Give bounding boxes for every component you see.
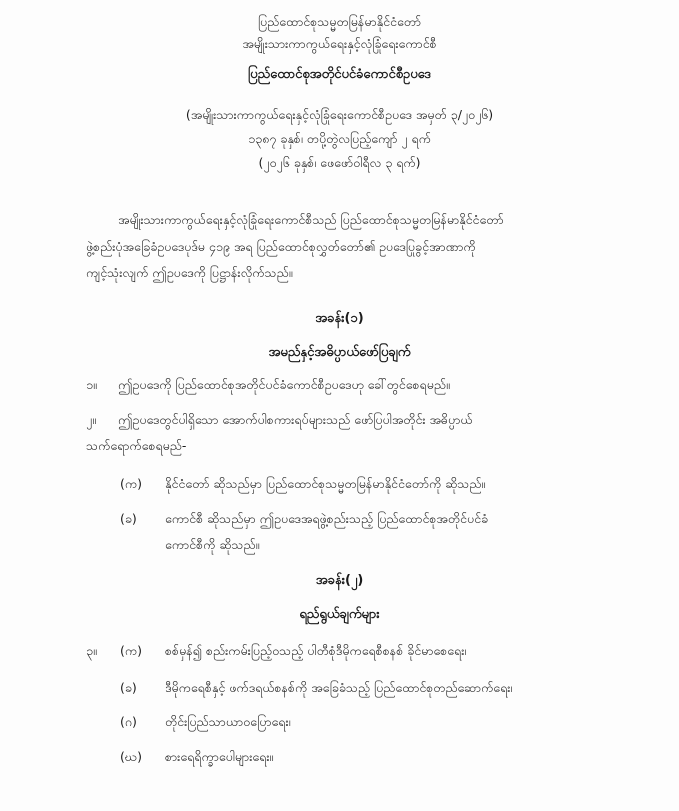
- objective-b-label: (ခ): [120, 680, 137, 695]
- chapter-1-title: အမည်နှင့်အဓိပ္ပာယ်ဖော်ပြချက်: [268, 345, 411, 360]
- preamble-line-3: ကျင့်သုံးလျက် ဤဥပဒေကို ပြဋ္ဌာန်းလိုက်သည်။: [86, 265, 293, 280]
- section-2a-label: (က): [120, 476, 142, 491]
- chapter-2-heading: အခန်း(၂): [315, 573, 364, 588]
- objective-d-label: (ဃ): [120, 749, 142, 764]
- section-2a-text: နိုင်ငံတော် ဆိုသည်မှာ ပြည်ထောင်စုသမ္မတမြန်မာနိုင်ငံတော်ကို ဆိုသည်။: [165, 476, 486, 491]
- date-myanmar: ၁၃၈၇ ခုနှစ်၊ တပို့တွဲလပြည့်ကျော် ၂ ရက်: [248, 131, 431, 146]
- objective-c-label: (ဂ): [120, 714, 137, 729]
- objective-a-label: (က): [120, 643, 142, 658]
- objective-c-text: တိုင်းပြည်သာယာဝပြောရေး၊: [165, 714, 291, 729]
- chapter-1-heading: အခန်း(၁): [315, 311, 364, 326]
- header-council-name: အမျိုးသားကာကွယ်ရေးနှင့်လုံခြုံရေးကောင်စီ: [242, 36, 437, 51]
- section-1-number: ၁။: [86, 377, 97, 392]
- law-title: ပြည်ထောင်စုအတိုင်ပင်ခံကောင်စီဥပဒေ: [247, 67, 431, 82]
- preamble-line-2: ဖွဲ့စည်းပုံအခြေခံဥပဒေပုဒ်မ ၄၁၉ အရ ပြည်ထောင်စုလွှတ်တော်၏ ဥပဒေပြုခွင့်အာဏာကို: [86, 239, 476, 254]
- date-gregorian: (၂၀၂၆ ခုနှစ်၊ ဖေဖော်ဝါရီလ ၃ ရက်): [258, 155, 421, 170]
- section-2b-line-2: ကောင်စီကို ဆိုသည်။: [165, 537, 260, 552]
- preamble-line-1: အမျိုးသားကာကွယ်ရေးနှင့်လုံခြုံရေးကောင်စီသည် ပြည်ထောင်စုသမ္မတမြန်မာနိုင်ငံတော်: [118, 212, 504, 227]
- section-2-number: ၂။: [86, 412, 96, 427]
- law-number: (အမျိုးသားကာကွယ်ရေးနှင့်လုံခြုံရေးကောင်စီဥပဒေ အမှတ် ၃/၂၀၂၆): [185, 107, 494, 122]
- section-2-line-1: ဤဥပဒေတွင်ပါရှိသော အောက်ပါစကားရပ်များသည် ဖော်ပြပါအတိုင်း အဓိပ္ပာယ်: [118, 412, 473, 427]
- chapter-2-title: ရည်ရွယ်ချက်များ: [299, 607, 380, 622]
- section-2b-line-1: ကောင်စီ ဆိုသည်မှာ ဤဥပဒေအရဖွဲ့စည်းသည့် ပြည်ထောင်စုအတိုင်ပင်ခံ: [165, 511, 489, 526]
- section-3-number: ၃။: [86, 643, 97, 658]
- section-1-text: ဤဥပဒေကို ပြည်ထောင်စုအတိုင်ပင်ခံကောင်စီဥပဒေဟု ခေါ်တွင်စေရမည်။: [118, 377, 450, 392]
- section-2-line-2: သက်ရောက်စေရမည်-: [86, 438, 187, 453]
- objective-b-text: ဒီမိုကရေစီနှင့် ဖက်ဒရယ်စနစ်ကို အခြေခံသည့် ပြည်ထောင်စုတည်ဆောက်ရေး၊: [165, 680, 513, 695]
- header-country-name: ပြည်ထောင်စုသမ္မတမြန်မာနိုင်ငံတော်: [257, 14, 422, 29]
- section-2b-label: (ခ): [120, 511, 137, 526]
- objective-a-text: စစ်မှန်၍ စည်းကမ်းပြည့်ဝသည့် ပါတီစုံဒီမိုကရေစီစနစ် ခိုင်မာစေရေး၊: [165, 643, 467, 658]
- objective-d-text: စားရေရိက္ခာပေါများရေး။: [165, 749, 274, 764]
